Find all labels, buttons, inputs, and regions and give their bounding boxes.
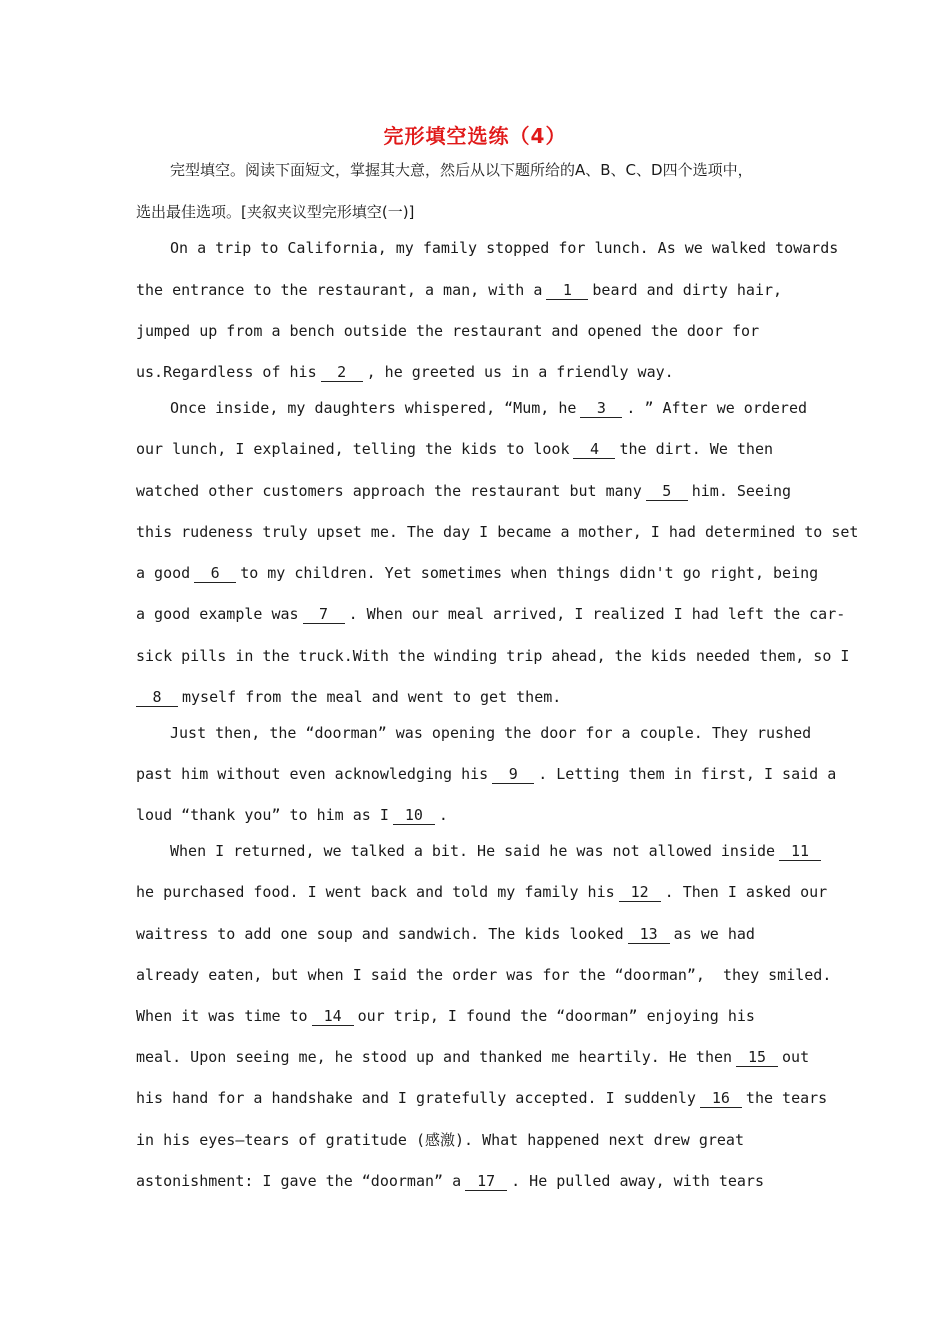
passage-line: meal. Upon seeing me, he stood up and thanked me heartily. He then 15 out [136, 1048, 810, 1066]
passage-line: Just then, the “doorman” was opening the door for a couple. They rushed [170, 724, 812, 742]
passage-line: jumped up from a bench outside the restaurant and opened the door for [136, 322, 760, 340]
passage-line: our lunch, I explained, telling the kids to look 4 the dirt. We then [136, 440, 774, 458]
passage-line: Once inside, my daughters whispered, “Mum, he 3 . ” After we ordered [170, 399, 808, 417]
passage-line: he purchased food. I went back and told my family his 12 . Then I asked our [136, 883, 828, 901]
blank-6[interactable]: 6 [194, 565, 236, 583]
passage-line: us.Regardless of his 2 , he greeted us in a friendly way. [136, 363, 674, 381]
passage-line: 8 myself from the meal and went to get them. [136, 687, 561, 707]
blank-8[interactable]: 8 [136, 689, 178, 707]
blank-14[interactable]: 14 [312, 1008, 354, 1026]
passage-line: this rudeness truly upset me. The day I became a mother, I had determined to set [136, 523, 859, 541]
blank-10[interactable]: 10 [393, 807, 435, 825]
blank-3[interactable]: 3 [580, 400, 622, 418]
passage-line: When it was time to 14 our trip, I found the “doorman” enjoying his [136, 1007, 755, 1025]
passage-line: sick pills in the truck.With the winding trip ahead, the kids needed them, so I [136, 647, 850, 665]
blank-5[interactable]: 5 [646, 483, 688, 501]
passage-line: When I returned, we talked a bit. He said he was not allowed inside 11 [170, 841, 825, 861]
blank-16[interactable]: 16 [700, 1090, 742, 1108]
passage-line: On a trip to California, my family stopped for lunch. As we walked towards [170, 239, 839, 257]
page-title: 完形填空选练（4） [383, 124, 567, 148]
passage-line: astonishment: I gave the “doorman” a 17 . He pulled away, with tears [136, 1172, 764, 1190]
blank-7[interactable]: 7 [303, 606, 345, 624]
passage-line: watched other customers approach the restaurant but many 5 him. Seeing [136, 482, 792, 500]
passage-line: loud “thank you” to him as I 10 . [136, 806, 448, 824]
instructions-line-1: 完型填空。阅读下面短文，掌握其大意，然后从以下题所给的A、B、C、D四个选项中， [170, 161, 753, 179]
passage-line: a good 6 to my children. Yet sometimes when things didn't go right, being [136, 564, 819, 582]
passage-line: his hand for a handshake and I gratefully accepted. I suddenly 16 the tears [136, 1089, 828, 1107]
blank-4[interactable]: 4 [573, 441, 615, 459]
passage-line: the entrance to the restaurant, a man, with a 1 beard and dirty hair, [136, 281, 783, 299]
blank-2[interactable]: 2 [321, 364, 363, 382]
instructions-line-2: 选出最佳选项。[夹叙夹议型完形填空(一)] [136, 203, 415, 221]
blank-13[interactable]: 13 [628, 926, 670, 944]
passage-line: a good example was 7 . When our meal arrived, I realized I had left the car- [136, 605, 846, 623]
blank-11[interactable]: 11 [779, 843, 821, 861]
passage-line: waitress to add one soup and sandwich. The kids looked 13 as we had [136, 925, 755, 943]
passage-line: already eaten, but when I said the order was for the “doorman”, they smiled. [136, 966, 832, 984]
passage-line: in his eyes—tears of gratitude (感激). What happened next drew great [136, 1131, 744, 1149]
blank-9[interactable]: 9 [492, 766, 534, 784]
blank-12[interactable]: 12 [619, 884, 661, 902]
blank-15[interactable]: 15 [736, 1049, 778, 1067]
passage-line: past him without even acknowledging his 9 . Letting them in first, I said a [136, 765, 837, 783]
blank-17[interactable]: 17 [465, 1173, 507, 1191]
blank-1[interactable]: 1 [546, 282, 588, 300]
